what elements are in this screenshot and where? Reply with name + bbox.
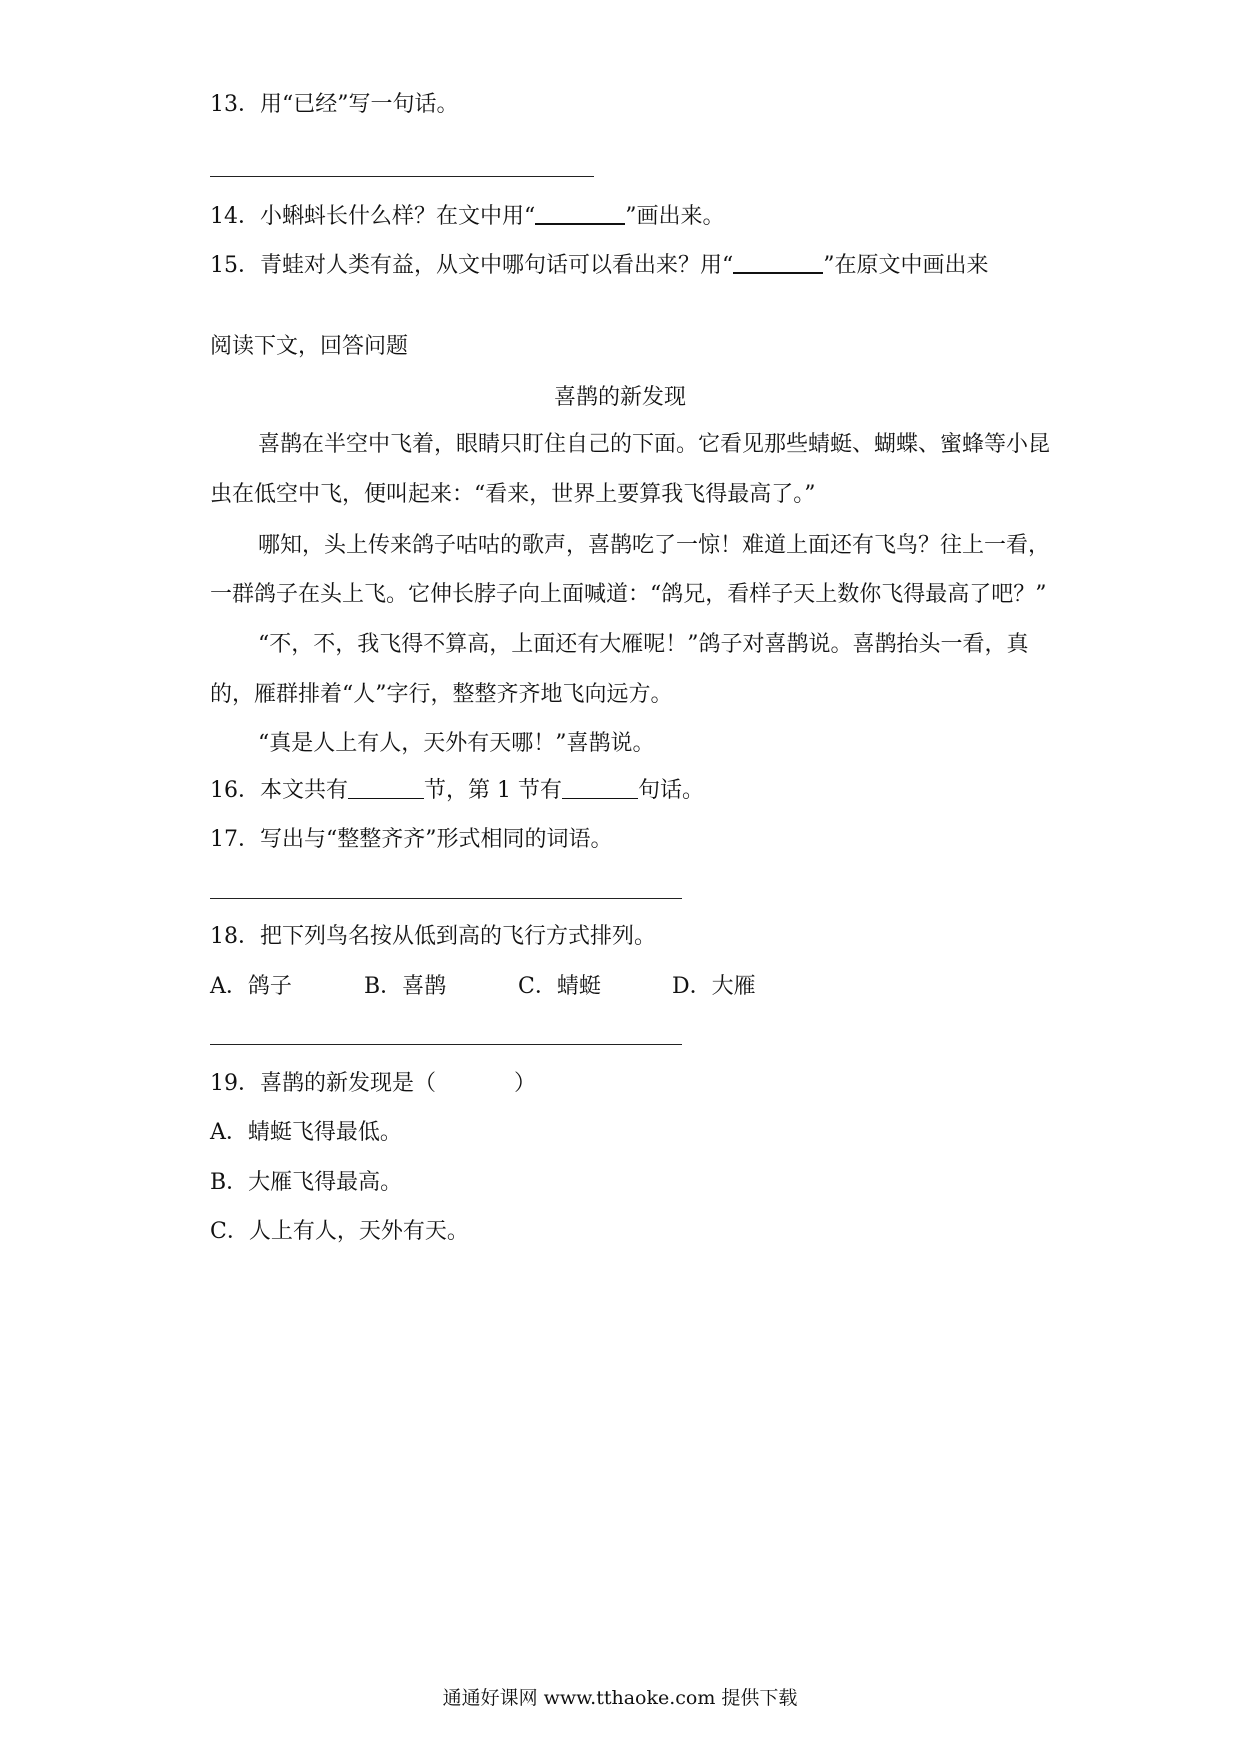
blank-sentences[interactable] <box>562 778 638 799</box>
passage-para-1-line-2: 虫在低空中飞，便叫起来：“看来，世界上要算我飞得最高了。” <box>210 482 816 507</box>
answer-line-18[interactable] <box>210 1044 682 1045</box>
option-d: D．大雁 <box>672 974 756 999</box>
question-18-options <box>210 972 756 1002</box>
question-13-text: 13．用“已经”写一句话。 <box>210 92 459 117</box>
underline-sample <box>535 203 625 225</box>
question-16: 16．本文共有 节，第 1 节有 句话。 <box>210 778 704 803</box>
q19-option-b[interactable]: B．大雁飞得最高。 <box>210 1170 403 1195</box>
underline-sample <box>733 252 823 274</box>
passage-title: 喜鹊的新发现 <box>553 385 686 410</box>
passage-para-1-line-1: 喜鹊在半空中飞着，眼睛只盯住自己的下面。它看见那些蜻蜓、蝴蝶、蜜蜂等小昆 <box>258 432 1051 457</box>
option-a: A．鸽子 <box>210 974 292 999</box>
option-c: C．蜻蜓 <box>518 974 601 999</box>
passage-para-4: “真是人上有人，天外有天哪！”喜鹊说。 <box>258 731 655 756</box>
question-15: 15．青蛙对人类有益，从文中哪句话可以看出来？用“ ”在原文中画出来 <box>210 253 989 278</box>
passage-para-3-line-2: 的，雁群排着“人”字行，整整齐齐地飞向远方。 <box>210 682 673 707</box>
question-13 <box>210 90 459 120</box>
q19-option-c[interactable]: C．人上有人，天外有天。 <box>210 1219 469 1244</box>
passage-para-2-line-1: 哪知，头上传来鸽子咕咕的歌声，喜鹊吃了一惊！难道上面还有飞鸟？往上一看， <box>258 533 1051 558</box>
question-14: 14．小蝌蚪长什么样？在文中用“ ”画出来。 <box>210 204 725 229</box>
passage-para-2-line-2: 一群鸽子在头上飞。它伸长脖子向上面喊道：“鸽兄，看样子天上数你飞得最高了吧？” <box>210 582 1047 607</box>
passage-para-3-line-1: “不，不，我飞得不算高，上面还有大雁呢！”鸽子对喜鹊说。喜鹊抬头一看，真 <box>258 632 1029 657</box>
reading-intro: 阅读下文，回答问题 <box>210 334 409 359</box>
question-17: 17．写出与“整整齐齐”形式相同的词语。 <box>210 827 613 852</box>
answer-line-17[interactable] <box>210 898 682 899</box>
blank-sections[interactable] <box>348 778 424 799</box>
option-b: B．喜鹊 <box>364 974 447 999</box>
answer-line-13[interactable] <box>210 176 594 177</box>
q19-option-a[interactable]: A．蜻蜓飞得最低。 <box>210 1120 402 1145</box>
question-18: 18．把下列鸟名按从低到高的飞行方式排列。 <box>210 924 656 949</box>
footer: 通通好课网 www.tthaoke.com 提供下载 <box>442 1687 798 1709</box>
question-19: 19．喜鹊的新发现是（ ） <box>210 1071 537 1096</box>
